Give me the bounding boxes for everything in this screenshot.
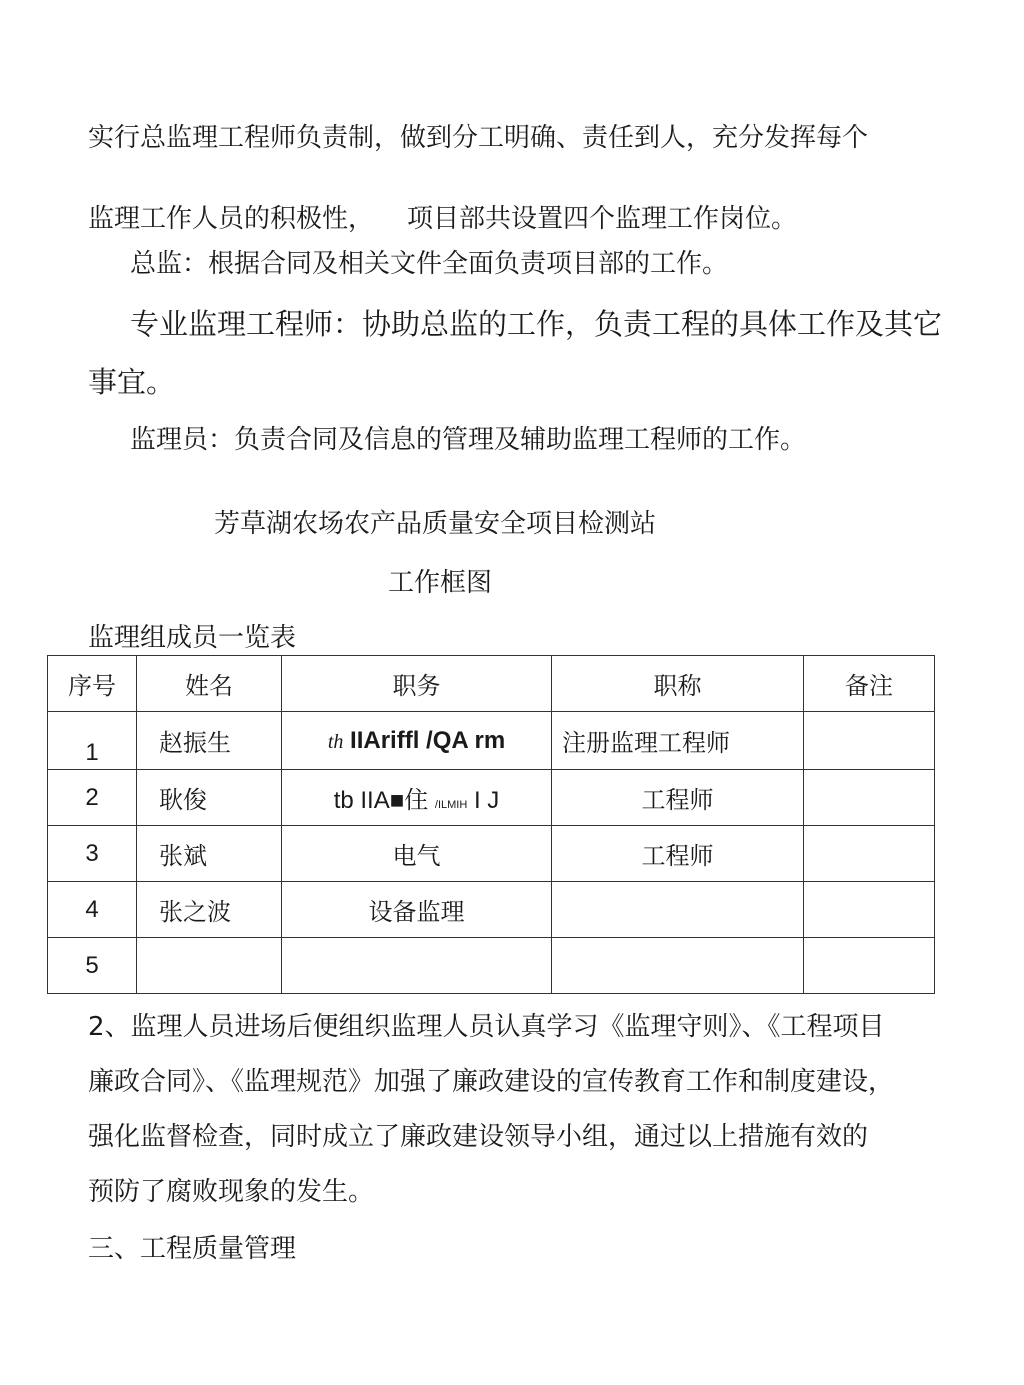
- paragraph-line: 预防了腐败现象的发生。: [88, 1177, 375, 1207]
- staff-title: 工程师: [552, 826, 804, 882]
- header-cell: 职务: [282, 656, 552, 712]
- staff-duty: [282, 938, 552, 994]
- table-caption: 监理组成员一览表: [88, 623, 297, 653]
- row-number: 3: [48, 826, 137, 882]
- table-header-row: [48, 656, 935, 712]
- center-subtitle: 工作框图: [388, 568, 493, 598]
- duty-fragment: tb IIA■住: [333, 787, 429, 814]
- paragraph-line: 监理员：负责合同及信息的管理及辅助监理工程师的工作。: [130, 425, 807, 455]
- staff-name: 耿俊: [137, 770, 282, 826]
- row-number: 2: [48, 770, 137, 826]
- paragraph-line: 廉政合同》、《监理规范》加强了廉政建设的宣传教育工作和制度建设，: [88, 1067, 895, 1097]
- staff-table: [47, 655, 935, 994]
- staff-title: 注册监理工程师: [552, 712, 804, 770]
- table-row: [48, 938, 935, 994]
- staff-duty: 设备监理: [282, 882, 552, 938]
- row-number: 5: [48, 938, 137, 994]
- table-row: [48, 882, 935, 938]
- duty-fragment: IIAriffl /QA rm: [350, 726, 506, 754]
- staff-title: [552, 882, 804, 938]
- staff-name: 张斌: [137, 826, 282, 882]
- paragraph-line: 实行总监理工程师负责制，做到分工明确、责任到人，充分发挥每个: [88, 123, 869, 153]
- staff-title: [552, 938, 804, 994]
- table-row: [48, 826, 935, 882]
- row-number: 1: [48, 712, 137, 770]
- staff-note: [804, 770, 935, 826]
- table-row: [48, 712, 935, 770]
- paragraph-line: 2、监理人员进场后便组织监理人员认真学习《监理守则》、《工程项目: [88, 1012, 885, 1042]
- row-number: 4: [48, 882, 137, 938]
- header-cell: 姓名: [137, 656, 282, 712]
- staff-title: 工程师: [552, 770, 804, 826]
- duty-fragment: th: [327, 730, 344, 753]
- staff-duty: [282, 712, 552, 770]
- paragraph-line: 事宜。: [88, 365, 176, 399]
- duty-fragment: /ILMIH: [434, 799, 468, 811]
- staff-duty: [282, 770, 552, 826]
- paragraph-line: 总监：根据合同及相关文件全面负责项目部的工作。: [130, 249, 729, 279]
- paragraph-line: 强化监督检查，同时成立了廉政建设领导小组，通过以上措施有效的: [88, 1122, 869, 1152]
- staff-note: [804, 938, 935, 994]
- header-cell: 备注: [804, 656, 935, 712]
- header-cell: 序号: [48, 656, 137, 712]
- table-row: [48, 770, 935, 826]
- paragraph-line: 专业监理工程师：协助总监的工作，负责工程的具体工作及其它: [130, 307, 943, 341]
- staff-name: 赵振生: [137, 712, 282, 770]
- staff-note: [804, 712, 935, 770]
- staff-name: 张之波: [137, 882, 282, 938]
- staff-name: [137, 938, 282, 994]
- staff-note: [804, 882, 935, 938]
- section-heading: 三、工程质量管理: [88, 1234, 297, 1264]
- header-cell: 职称: [552, 656, 804, 712]
- center-title: 芳草湖农场农产品质量安全项目检测站: [214, 509, 657, 539]
- duty-fragment: I J: [473, 787, 500, 814]
- staff-note: [804, 826, 935, 882]
- paragraph-line: 监理工作人员的积极性， 项目部共设置四个监理工作岗位。: [88, 204, 798, 234]
- staff-duty: 电气: [282, 826, 552, 882]
